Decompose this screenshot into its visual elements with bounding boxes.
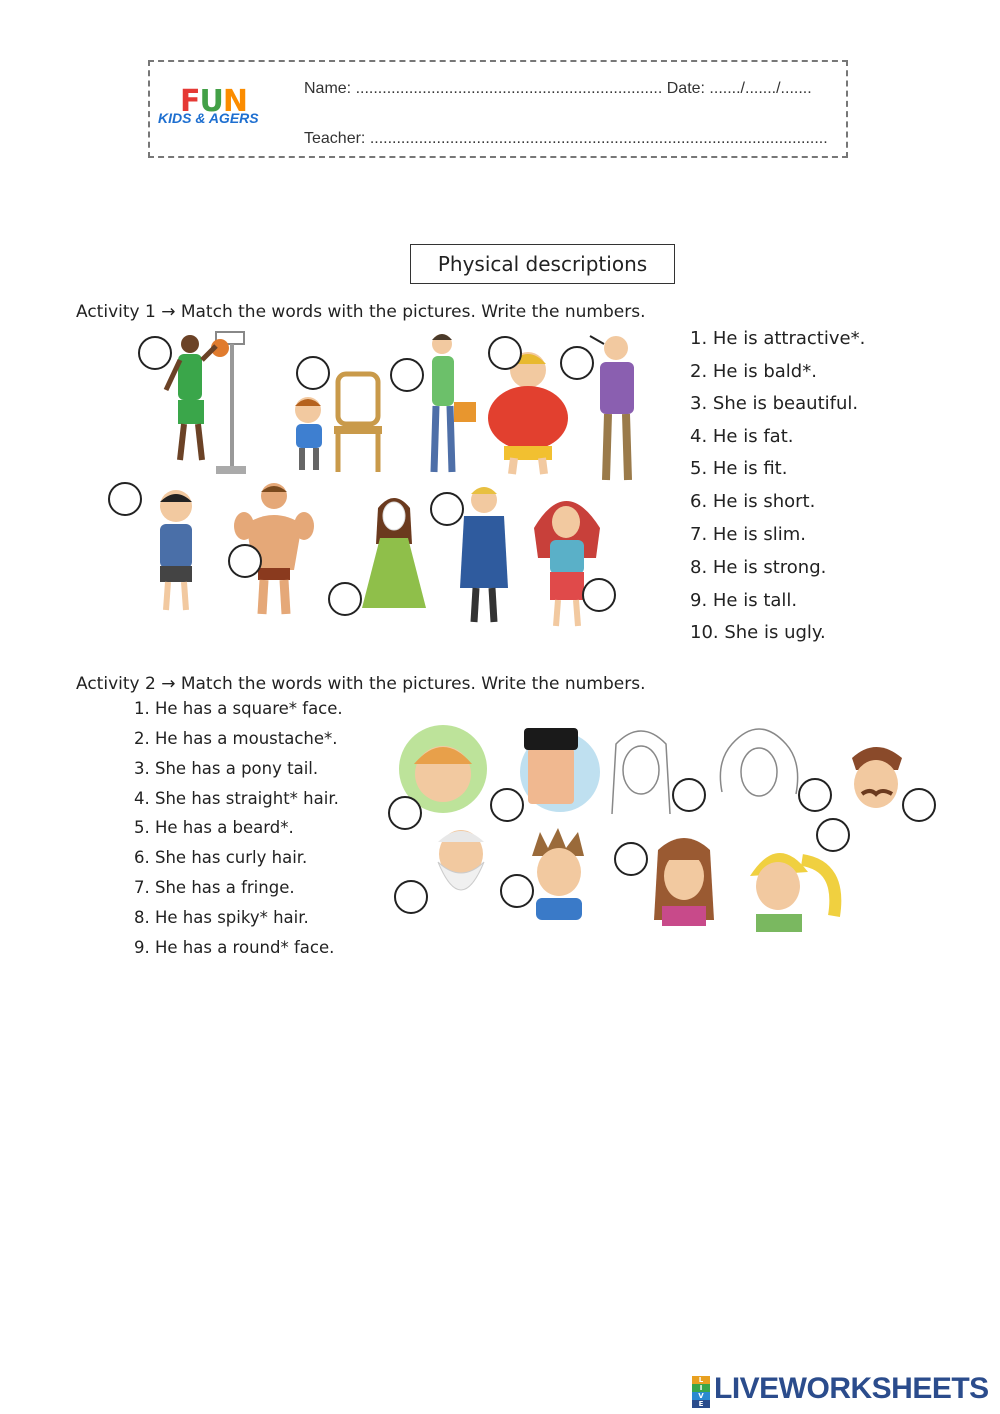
answer-circle-a1-1[interactable] xyxy=(138,336,172,370)
list-item: 2. He has a moustache*. xyxy=(134,729,338,748)
page-title: Physical descriptions xyxy=(410,244,675,284)
beautiful-woman-picture xyxy=(356,494,432,612)
logo-subtitle: KIDS & AGERS xyxy=(158,110,259,126)
list-item: 3. She has a pony tail. xyxy=(134,759,319,778)
fat-boy-picture xyxy=(482,350,572,480)
answer-circle-a1-5[interactable] xyxy=(560,346,594,380)
short-boy-and-chair-picture xyxy=(278,372,388,478)
answer-circle-a1-7[interactable] xyxy=(228,544,262,578)
square-face-man-picture xyxy=(514,722,592,818)
list-item: 8. He has spiky* hair. xyxy=(134,908,309,927)
list-item: 6. She has curly hair. xyxy=(134,848,308,867)
list-item: 7. He is slim. xyxy=(690,524,806,545)
beard-man-picture xyxy=(426,818,496,914)
moustache-man-picture xyxy=(846,740,908,824)
answer-circle-a1-3[interactable] xyxy=(390,358,424,392)
list-item: 7. She has a fringe. xyxy=(134,878,295,897)
list-item: 4. She has straight* hair. xyxy=(134,789,339,808)
list-item: 4. He is fat. xyxy=(690,426,794,447)
name-date-line[interactable]: Name: ..................................................................... Date: ......./......./....... xyxy=(304,80,812,97)
answer-circle-a2-7[interactable] xyxy=(394,880,428,914)
list-item: 10. She is ugly. xyxy=(690,622,826,643)
answer-circle-a2-9[interactable] xyxy=(614,842,648,876)
answer-circle-a1-10[interactable] xyxy=(582,578,616,612)
list-item: 1. He is attractive*. xyxy=(690,328,866,349)
list-item: 8. He is strong. xyxy=(690,557,827,578)
list-item: 5. He has a beard*. xyxy=(134,818,294,837)
badge-letter: I xyxy=(692,1384,710,1392)
answer-circle-a2-1[interactable] xyxy=(388,796,422,830)
bald-man-picture xyxy=(586,330,656,494)
answer-circle-a2-2[interactable] xyxy=(490,788,524,822)
badge-letter: L xyxy=(692,1376,710,1384)
liveworksheets-footer-logo xyxy=(692,1372,989,1406)
list-item: 1. He has a square* face. xyxy=(134,699,343,718)
liveworksheets-badge-icon xyxy=(692,1376,710,1408)
answer-circle-a1-2[interactable] xyxy=(296,356,330,390)
slim-man-picture xyxy=(412,332,482,482)
list-item: 5. He is fit. xyxy=(690,458,788,479)
list-item: 9. He has a round* face. xyxy=(134,938,335,957)
answer-circle-a2-3[interactable] xyxy=(672,778,706,812)
attractive-smiling-man-picture xyxy=(148,484,208,618)
teacher-line[interactable]: Teacher: ....................................................................................................... xyxy=(304,130,828,147)
answer-circle-a2-5[interactable] xyxy=(902,788,936,822)
fun-kids-agers-logo xyxy=(158,84,288,132)
list-item: 2. He is bald*. xyxy=(690,361,817,382)
answer-circle-a2-4[interactable] xyxy=(798,778,832,812)
curly-hair-girl-picture xyxy=(714,722,804,818)
list-item: 9. He is tall. xyxy=(690,590,798,611)
badge-letter: E xyxy=(692,1400,710,1408)
liveworksheets-brand-text: LIVEWORKSHEETS xyxy=(714,1372,989,1405)
answer-circle-a1-9[interactable] xyxy=(430,492,464,526)
activity1-instruction: Activity 1 → Match the words with the pictures. Write the numbers. xyxy=(76,302,646,322)
list-item: 6. He is short. xyxy=(690,491,816,512)
answer-circle-a2-6[interactable] xyxy=(816,818,850,852)
logo-title: FUN xyxy=(180,84,247,119)
list-item: 3. She is beautiful. xyxy=(690,393,859,414)
fringe-girl-picture xyxy=(648,830,720,928)
answer-circle-a1-4[interactable] xyxy=(488,336,522,370)
spiky-hair-boy-picture xyxy=(522,826,596,922)
activity2-instruction: Activity 2 → Match the words with the pictures. Write the numbers. xyxy=(76,674,646,694)
answer-circle-a1-6[interactable] xyxy=(108,482,142,516)
answer-circle-a1-8[interactable] xyxy=(328,582,362,616)
answer-circle-a2-8[interactable] xyxy=(500,874,534,908)
badge-letter: V xyxy=(692,1392,710,1400)
straight-hair-girl-picture xyxy=(602,724,680,818)
